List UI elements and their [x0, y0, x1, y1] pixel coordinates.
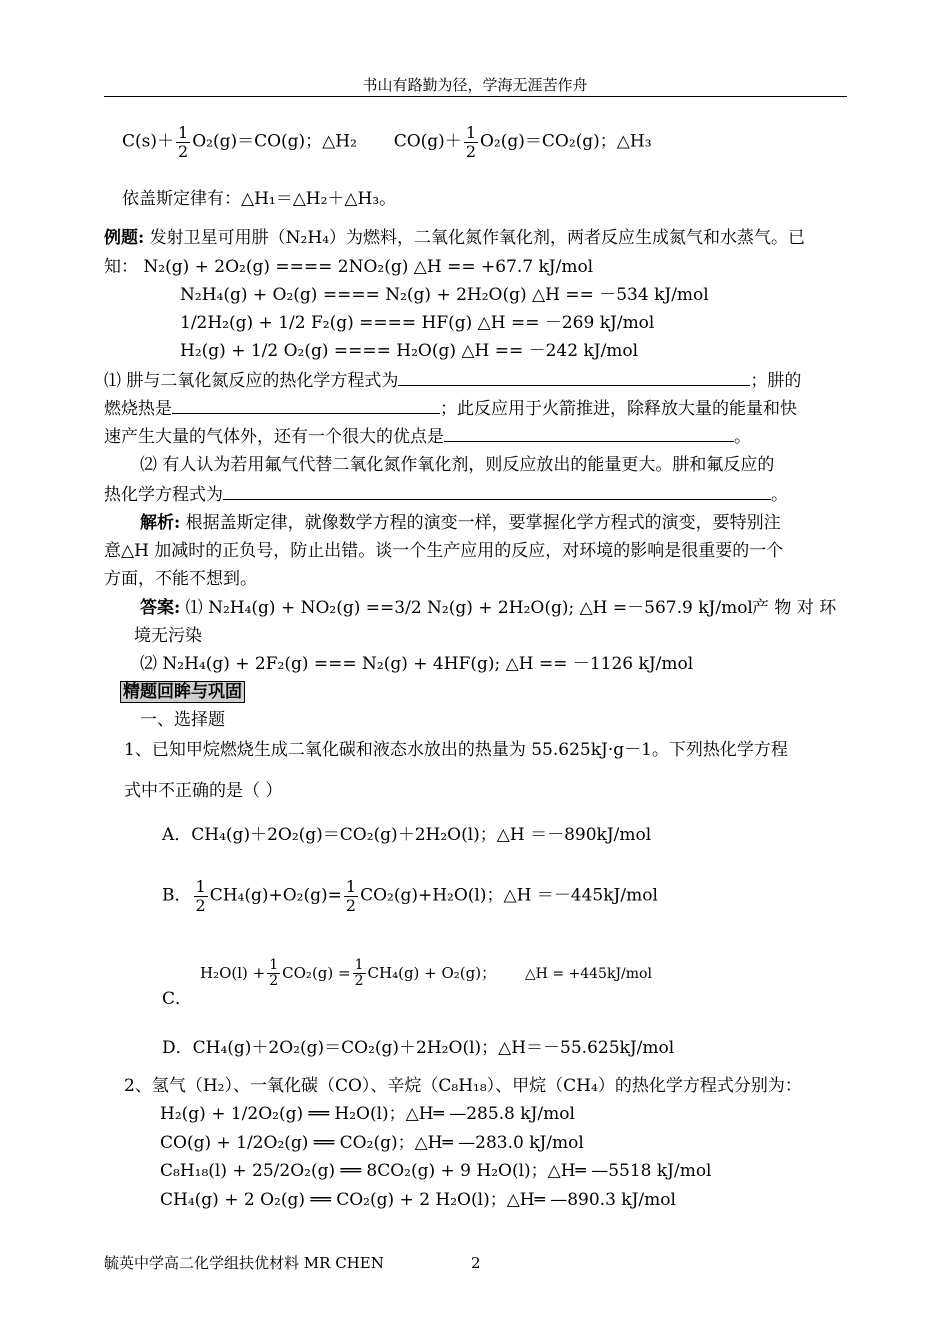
analysis-line-1: 解析: 根据盖斯定律，就像数学方程的演变一样，要掌握化学方程式的演变，要特别注 [140, 513, 781, 533]
half-fraction: $\frac{1}{2}$ [354, 957, 364, 990]
q1-option-a: A．CH₄(g)＋2O₂(g)＝CO₂(g)＋2H₂O(l)；△H ＝－890kJ/mol [162, 825, 652, 845]
intro-eq-co-pre: CO(g)＋ [393, 131, 462, 152]
example-line-1: 例题: 发射卫星可用肼（N₂H₄）为燃料，二氧化氮作氧化剂，两者反应生成氮气和水蒸气。已 [104, 228, 806, 248]
q2-eq-2: CO(g) + 1/2O₂(g) ══ CO₂(g)；△H═ —283.0 kJ/mol [160, 1133, 584, 1153]
q2-stem: 2、氢气（H₂）、一氧化碳（CO）、辛烷（C₈H₁₈）、甲烷（CH₄）的热化学方程式分别为： [124, 1076, 802, 1096]
example-eq-3: 1/2H₂(g) + 1/2 F₂(g) ==== HF(g) △H == －269 kJ/mol [180, 313, 655, 333]
intro-equations [122, 124, 652, 160]
answer-line-2: 境无污染 [134, 626, 202, 646]
section-subtitle: 一、选择题 [140, 710, 225, 730]
page-header: 书山有路勤为径，学海无涯苦作舟 [362, 76, 588, 94]
answer-blank[interactable] [172, 398, 440, 414]
half-fraction: $\frac{1}{2}$ [345, 877, 357, 915]
half-fraction: $\frac{1}{2}$ [195, 877, 206, 915]
section-title: 精题回眸与巩固 [120, 682, 245, 702]
question-1-line-3: 速产生大量的气体外，还有一个很大的优点是 。 [104, 427, 751, 447]
q1-option-b: B． $\frac{1}{2}$ CH₄(g)+O₂(g)= $\frac{1}{2}$ CO₂(g)+H₂O(l)；△H ＝－445kJ/mol [162, 877, 658, 915]
q1-stem-line-2: 式中不正确的是（ ） [124, 781, 283, 801]
intro-eq-c-pre: C(s)＋ [122, 131, 174, 152]
answer-line-3: ⑵ N₂H₄(g) + 2F₂(g) === N₂(g) + 4HF(g); △H == －1126 kJ/mol [140, 654, 694, 674]
example-label: 例题: [104, 228, 145, 248]
half-fraction: $\frac{1}{2}$ [178, 123, 189, 161]
answer-blank[interactable] [223, 484, 771, 500]
example-eq-4: H₂(g) + 1/2 O₂(g) ==== H₂O(g) △H == －242 kJ/mol [180, 341, 639, 361]
q1-option-d: D．CH₄(g)＋2O₂(g)＝CO₂(g)＋2H₂O(l)；△H＝－55.625kJ/mol [162, 1038, 675, 1058]
question-1-line-2: 燃烧热是 ；此反应用于火箭推进，除释放大量的能量和快 [104, 399, 797, 419]
half-fraction: $\frac{1}{2}$ [465, 123, 476, 161]
example-eq-2: N₂H₄(g) + O₂(g) ==== N₂(g) + 2H₂O(g) △H == －534 kJ/mol [180, 285, 709, 305]
page-number: 2 [471, 1254, 481, 1272]
q2-eq-1: H₂(g) + 1/2O₂(g) ══ H₂O(l)；△H═ —285.8 kJ/mol [160, 1104, 575, 1124]
half-fraction: $\frac{1}{2}$ [269, 957, 279, 990]
answer-label: 答案: [140, 598, 181, 618]
answer-blank[interactable] [398, 370, 750, 386]
analysis-label: 解析: [140, 513, 181, 533]
q1-option-c-equation: H₂O(l) + $\frac{1}{2}$ CO₂(g) = $\frac{1}{2}$ CH₄(g) + O₂(g)； △H = +445kJ/mol [200, 957, 652, 990]
footer-text: 毓英中学高二化学组扶优材料 MR CHEN [104, 1254, 384, 1272]
answer-line-1: 答案: ⑴ N₂H₄(g) + NO₂(g) ==3/2 N₂(g) + 2H₂O(g); △H =－567.9 kJ/mol [140, 598, 753, 618]
intro-eq-co-post: O₂(g)＝CO₂(g)；△H₃ [480, 131, 652, 152]
analysis-line-3: 方面，不能不想到。 [104, 569, 257, 589]
q2-eq-4: CH₄(g) + 2 O₂(g) ══ CO₂(g) + 2 H₂O(l)；△H═ —890.3 kJ/mol [160, 1190, 676, 1210]
analysis-line-2: 意△H 加减时的正负号，防止出错。谈一个生产应用的反应，对环境的影响是很重要的一个 [104, 541, 784, 561]
q1-stem-line-1: 1、已知甲烷燃烧生成二氧化碳和液态水放出的热量为 55.625kJ·g－1。下列热化学方程 [124, 740, 788, 760]
answer-blank[interactable] [444, 426, 734, 442]
question-2-line-2: 热化学方程式为 。 [104, 485, 788, 505]
intro-eq-c-post: O₂(g)＝CO(g)；△H₂ [192, 131, 357, 152]
q1-option-c-label: C． [162, 989, 193, 1009]
header-rule [104, 96, 847, 97]
question-1-line-1: ⑴ 肼与二氧化氮反应的热化学方程式为 ；肼的 [104, 371, 802, 391]
hess-law-line: 依盖斯定律有：△H₁＝△H₂＋△H₃。 [122, 189, 397, 209]
answer-line-1-tail: 产 物 对 环 [752, 598, 837, 618]
q2-eq-3: C₈H₁₈(l) + 25/2O₂(g) ══ 8CO₂(g) + 9 H₂O(l)；△H═ —5518 kJ/mol [160, 1161, 712, 1181]
example-line-2: 知： N₂(g) + 2O₂(g) ==== 2NO₂(g) △H == +67.7 kJ/mol [104, 257, 594, 277]
question-2-line-1: ⑵ 有人认为若用氟气代替二氧化氮作氧化剂，则反应放出的能量更大。肼和氟反应的 [140, 455, 775, 475]
